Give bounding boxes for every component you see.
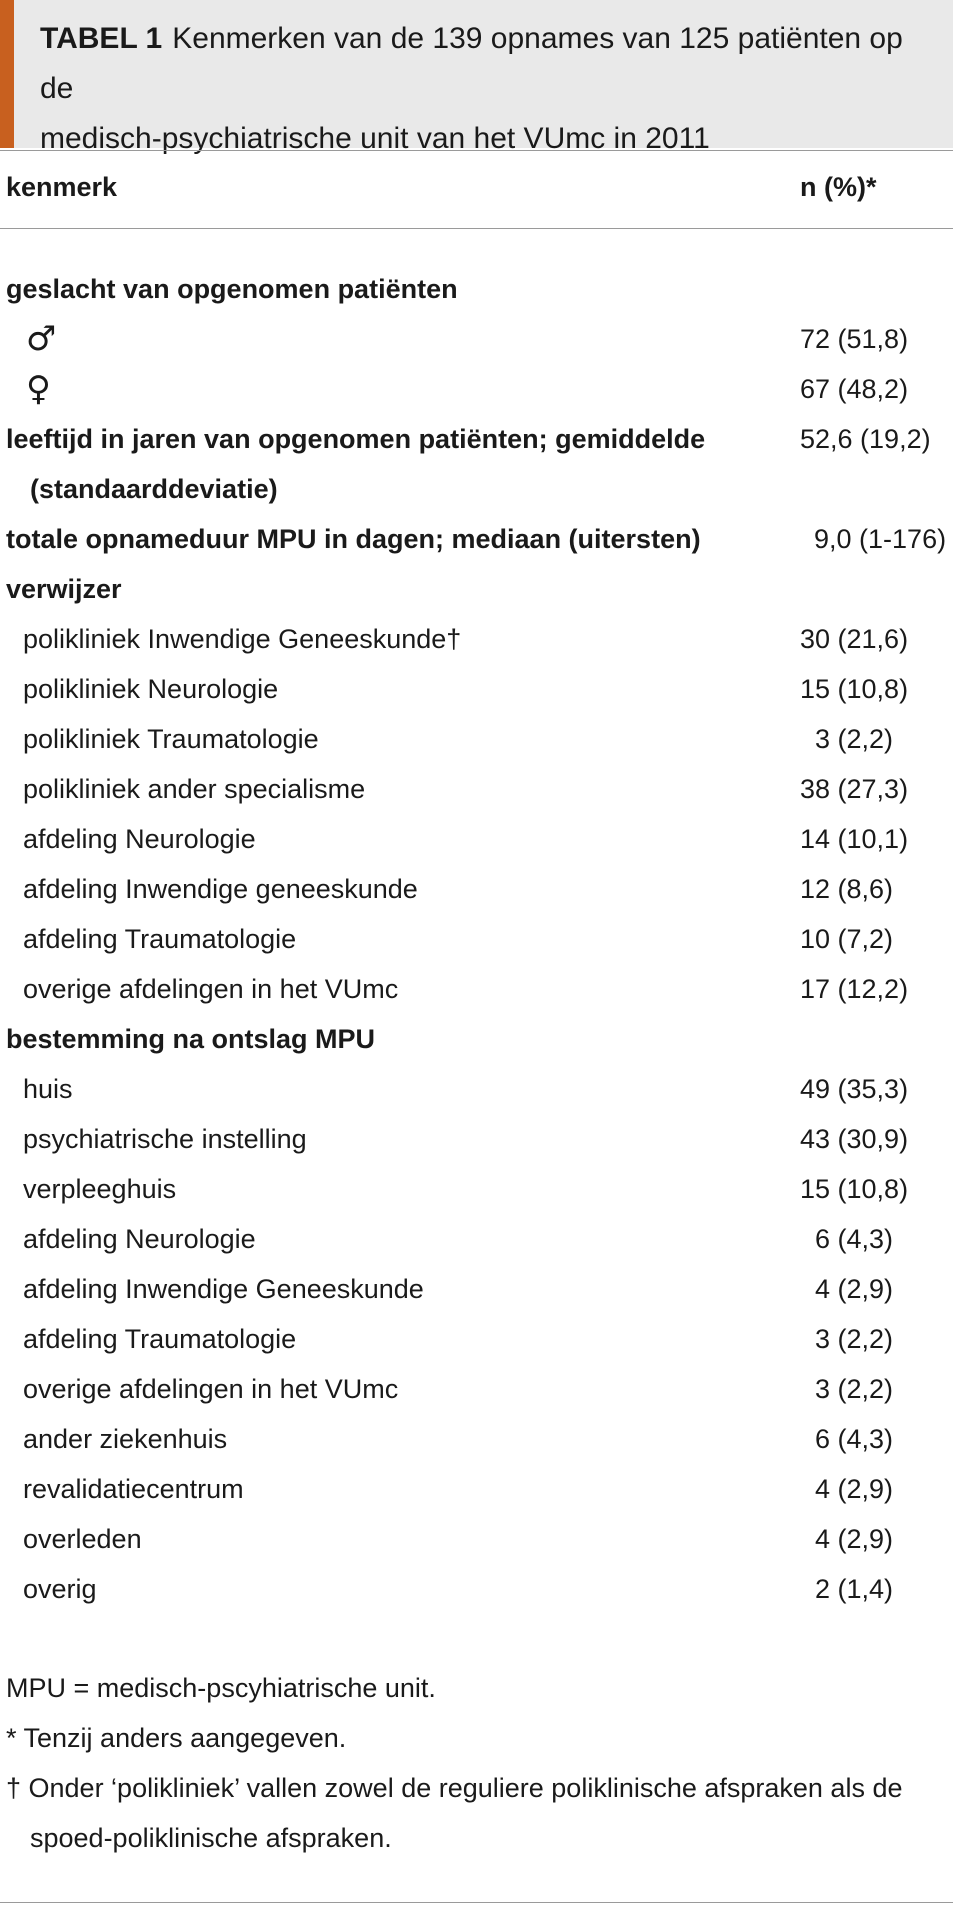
section-gender-label: geslacht van opgenomen patiënten bbox=[6, 274, 458, 304]
row-label: revalidatiecentrum bbox=[23, 1474, 244, 1504]
section-referrer-label: verwijzer bbox=[6, 574, 122, 604]
age-label-continued: (standaarddeviatie) bbox=[30, 474, 278, 504]
row-label: verpleeghuis bbox=[23, 1174, 177, 1204]
row-value: 2 (1,4) bbox=[815, 1574, 894, 1604]
row-label: overige afdelingen in het VUmc bbox=[23, 974, 399, 1004]
row-label: huis bbox=[23, 1074, 73, 1104]
table-row bbox=[0, 864, 953, 914]
table-row bbox=[0, 1464, 953, 1514]
table-header bbox=[0, 162, 953, 212]
row-value: 38 (27,3) bbox=[800, 774, 909, 804]
section-referrer bbox=[0, 564, 953, 614]
table-number: TABEL 1 bbox=[40, 22, 163, 55]
table-row bbox=[0, 914, 953, 964]
header-kenmerk: kenmerk bbox=[6, 172, 118, 202]
table-row bbox=[0, 764, 953, 814]
section-destination bbox=[0, 1014, 953, 1064]
table-row bbox=[0, 1564, 953, 1614]
title-line-1: Kenmerken van de 139 opnames van 125 patiënten op de bbox=[40, 22, 903, 105]
male-value: 72 (51,8) bbox=[800, 324, 909, 354]
table-row bbox=[0, 1114, 953, 1164]
row-label: afdeling Neurologie bbox=[23, 824, 256, 854]
table-row bbox=[0, 1314, 953, 1364]
section-gender bbox=[0, 264, 953, 314]
table-row-female bbox=[0, 364, 953, 414]
row-label: polikliniek ander specialisme bbox=[23, 774, 366, 804]
row-label: afdeling Traumatologie bbox=[23, 924, 297, 954]
table-row-duration bbox=[0, 514, 953, 564]
row-value: 3 (2,2) bbox=[815, 1324, 894, 1354]
row-value: 4 (2,9) bbox=[815, 1474, 894, 1504]
row-value: 15 (10,8) bbox=[800, 674, 909, 704]
table-row bbox=[0, 1214, 953, 1264]
row-label: polikliniek Traumatologie bbox=[23, 724, 319, 754]
table-row bbox=[0, 1364, 953, 1414]
table-row-male bbox=[0, 314, 953, 364]
row-value: 49 (35,3) bbox=[800, 1074, 909, 1104]
table-row bbox=[0, 814, 953, 864]
row-value: 6 (4,3) bbox=[815, 1424, 894, 1454]
table-body bbox=[0, 264, 953, 1614]
row-label: afdeling Inwendige geneeskunde bbox=[23, 874, 418, 904]
male-icon: ♂ bbox=[26, 319, 57, 359]
section-destination-label: bestemming na ontslag MPU bbox=[6, 1024, 376, 1054]
row-label: polikliniek Inwendige Geneeskunde† bbox=[23, 624, 462, 654]
row-label: overleden bbox=[23, 1524, 142, 1554]
table-row-age bbox=[0, 414, 953, 514]
row-label: polikliniek Neurologie bbox=[23, 674, 279, 704]
row-label: afdeling Neurologie bbox=[23, 1224, 256, 1254]
table-row bbox=[0, 1414, 953, 1464]
row-label: afdeling Inwendige Geneeskunde bbox=[23, 1274, 424, 1304]
title-accent-bar bbox=[0, 0, 14, 148]
table-row bbox=[0, 664, 953, 714]
row-value: 4 (2,9) bbox=[815, 1524, 894, 1554]
female-icon: ♀ bbox=[26, 369, 51, 409]
footnote-dagger-continued: spoed-poliklinische afspraken. bbox=[30, 1823, 392, 1853]
table-row bbox=[0, 714, 953, 764]
table-row bbox=[0, 1514, 953, 1564]
table-title bbox=[40, 14, 940, 164]
row-value: 3 (2,2) bbox=[815, 724, 894, 754]
row-value: 17 (12,2) bbox=[800, 974, 909, 1004]
row-value: 10 (7,2) bbox=[800, 924, 894, 954]
age-label: leeftijd in jaren van opgenomen patiënten; gemiddelde bbox=[6, 424, 706, 454]
duration-label: totale opnameduur MPU in dagen; mediaan (uitersten) bbox=[6, 524, 701, 554]
header-n-percent: n (%)* bbox=[800, 172, 877, 202]
bottom-rule bbox=[0, 1902, 953, 1903]
female-value: 67 (48,2) bbox=[800, 374, 909, 404]
row-value: 15 (10,8) bbox=[800, 1174, 909, 1204]
table-row bbox=[0, 1064, 953, 1114]
footnote-asterisk: * Tenzij anders aangegeven. bbox=[6, 1723, 347, 1753]
age-value: 52,6 (19,2) bbox=[800, 424, 931, 454]
table-footnotes bbox=[6, 1663, 936, 1863]
row-label: psychiatrische instelling bbox=[23, 1124, 307, 1154]
footnote-dagger: † Onder ‘polikliniek’ vallen zowel de reguliere poliklinische afspraken als de bbox=[6, 1773, 903, 1803]
table-row bbox=[0, 1164, 953, 1214]
row-value: 6 (4,3) bbox=[815, 1224, 894, 1254]
table-title-block bbox=[0, 0, 953, 155]
row-value: 14 (10,1) bbox=[800, 824, 909, 854]
row-label: overig bbox=[23, 1574, 97, 1604]
row-label: afdeling Traumatologie bbox=[23, 1324, 297, 1354]
header-rule bbox=[0, 228, 953, 229]
row-value: 3 (2,2) bbox=[815, 1374, 894, 1404]
row-label: ander ziekenhuis bbox=[23, 1424, 228, 1454]
row-value: 30 (21,6) bbox=[800, 624, 909, 654]
title-line-2: medisch-psychiatrische unit van het VUmc in 2011 bbox=[40, 122, 710, 155]
table-row bbox=[0, 1264, 953, 1314]
row-value: 12 (8,6) bbox=[800, 874, 894, 904]
row-label: overige afdelingen in het VUmc bbox=[23, 1374, 399, 1404]
top-rule bbox=[0, 150, 953, 151]
row-value: 4 (2,9) bbox=[815, 1274, 894, 1304]
duration-value: 9,0 (1-176) bbox=[814, 524, 947, 554]
table-row bbox=[0, 964, 953, 1014]
table-row bbox=[0, 614, 953, 664]
footnote-mpu: MPU = medisch-pscyhiatrische unit. bbox=[6, 1673, 436, 1703]
row-value: 43 (30,9) bbox=[800, 1124, 909, 1154]
